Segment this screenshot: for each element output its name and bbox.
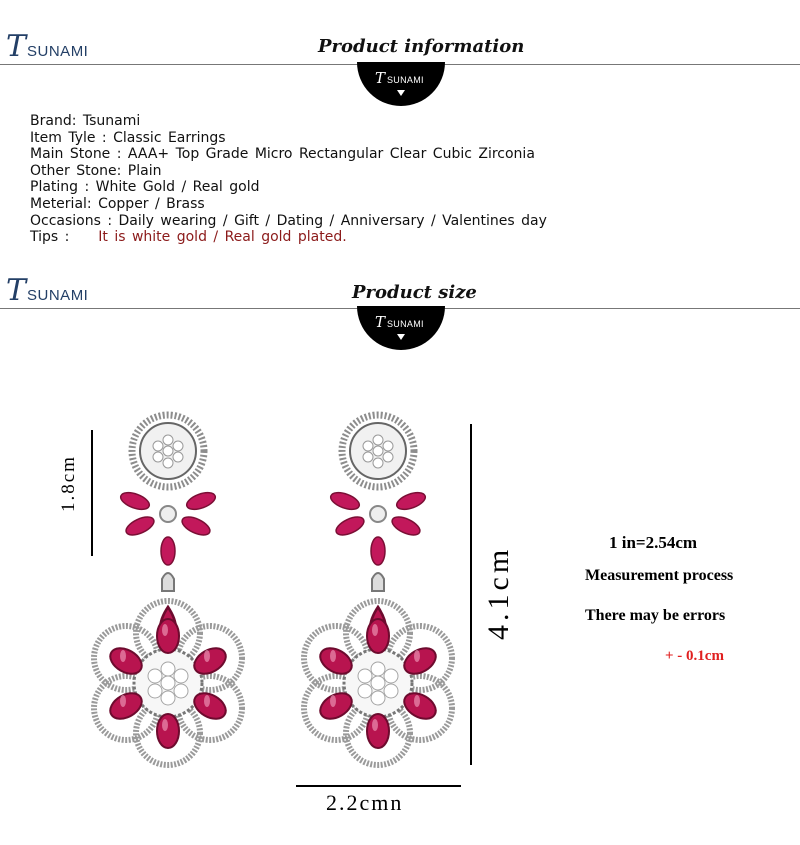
badge-logo-text: SUNAMI: [387, 319, 424, 329]
height-top-label: 1.8cm: [58, 455, 79, 512]
info-other-stone: Other Stone: Plain: [30, 162, 162, 179]
tips-label: Tips :: [30, 229, 70, 246]
tips-value: It is white gold / Real gold plated.: [98, 229, 347, 246]
badge-logo-text: SUNAMI: [387, 75, 424, 85]
conversion-note: 1 in=2.54cm: [609, 533, 698, 552]
earring-right: [304, 415, 452, 765]
earring-left: [94, 415, 242, 765]
product-size-title: Product size: [352, 282, 477, 303]
tolerance-note: + - 0.1cm: [665, 648, 724, 664]
badge-logo-initial: T: [375, 69, 386, 87]
errors-note: There may be errors: [585, 607, 726, 624]
badge-logo-initial: T: [375, 313, 386, 331]
info-plating: Plating : White Gold / Real gold: [30, 179, 260, 196]
logo-initial: T: [6, 273, 27, 308]
info-occasions: Occasions : Daily wearing / Gift / Dating / Anniversary / Valentines day: [30, 212, 547, 229]
info-item-type: Item Tyle : Classic Earrings: [30, 129, 226, 146]
logo-text: SUNAMI: [27, 43, 89, 60]
info-material: Meterial: Copper / Brass: [30, 195, 205, 212]
height-total-label: 4.1cm: [482, 545, 515, 640]
width-label: 2.2cmn: [326, 790, 404, 815]
info-brand: Brand: Tsunami: [30, 113, 141, 129]
logo-text: SUNAMI: [27, 287, 89, 304]
product-information-title: Product information: [318, 36, 525, 57]
logo-initial: T: [6, 29, 27, 64]
info-main-stone: Main Stone : AAA+ Top Grade Micro Rectangular Clear Cubic Zirconia: [30, 146, 535, 163]
measurement-process-note: Measurement process: [585, 567, 734, 584]
